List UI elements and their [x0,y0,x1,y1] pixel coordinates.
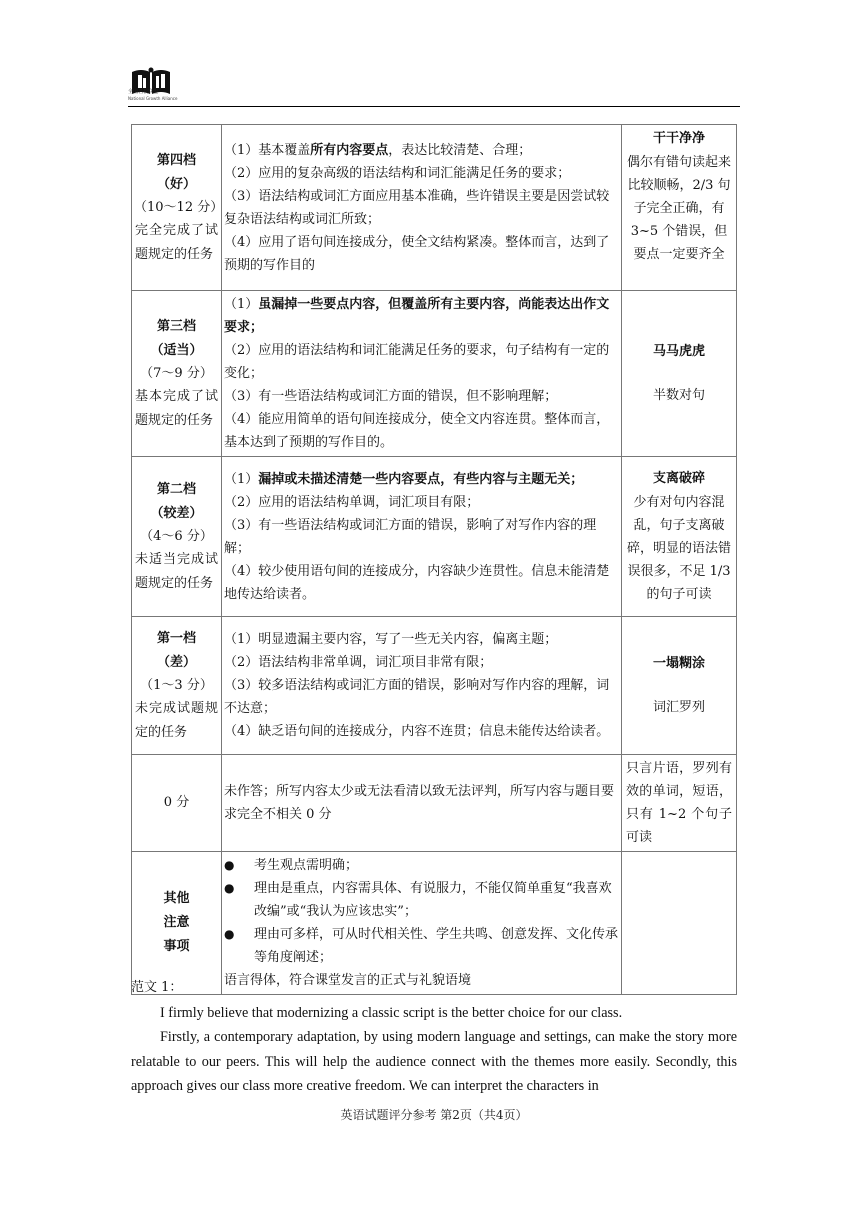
note-cell [622,125,737,291]
criteria-cell [222,617,622,755]
grade-level: （适当） [150,342,203,358]
grade-title: 第一档 [156,630,196,646]
grade-title: 第二档 [156,481,196,497]
criteria-cell [222,457,622,617]
criterion: （4）缺乏语句间的连接成分，内容不连贯；信息未能传达给读者。 [224,724,610,739]
criterion: （2）应用的复杂高级的语法结构和词汇能满足任务的要求； [224,165,571,181]
criterion: （3）较多语法结构或词汇方面的错误，影响对写作内容的理解，词不达意； [224,678,610,716]
criterion: （1）虽漏掉一些要点内容，但覆盖所有主要内容，尚能表达出作文要求； [224,297,610,335]
grade-title: 第三档 [156,318,196,334]
criteria-cell [222,291,622,457]
note-body: 少有对句内容混乱，句子支离破 碎，明显的语法错误很多，不足 1/3 的句子可读 [626,495,731,602]
note-title: 一塌糊涂 [652,656,705,671]
header-divider [128,106,740,107]
zero-criterion: 未作答；所写内容太少或无法看清以致无法评判，所写内容与题目要求完全不相关 0 分 [224,784,615,822]
note-body: 半数对句 [652,388,705,403]
rubric-row-4 [132,125,737,291]
grade-cell [132,291,222,457]
grade-range: （4～6 分） [140,528,213,544]
grade-level: （差） [156,654,196,670]
criterion: （1）基本覆盖所有内容要点，表达比较清楚、合理； [224,142,532,158]
bullet-icon: ● [224,881,235,895]
grade-cell [132,617,222,755]
rubric-row-1 [132,617,737,755]
criterion: （2）语法结构非常单调，词汇项目非常有限； [224,655,493,670]
grade-level: （较差） [150,505,203,521]
criterion: （4）较少使用语句间的连接成分，内容缺少连贯性。信息未能清楚地传达给读者。 [224,563,610,602]
note-title: 干干净净 [652,131,705,146]
criteria-cell [222,852,622,995]
grade-level: （好） [156,176,196,192]
note-title: 支离破碎 [652,471,705,486]
grade-cell [132,125,222,291]
zero-score: 0 分 [163,795,190,810]
note-title: 马马虎虎 [652,344,705,359]
grade-cell [132,457,222,617]
criterion: （3）有一些语法结构或词汇方面的错误，但不影响理解； [224,389,558,404]
bullet-item [224,854,620,877]
note-cell [622,291,737,457]
note-cell [622,755,737,852]
criterion: （3）语法结构或词汇方面应用基本准确，些许错误主要是因尝试较复杂语法结构或词汇所致； [224,188,610,227]
grade-title: 第四档 [156,152,196,168]
other-title-line: 其他 [163,891,190,906]
criterion: （4）能应用简单的语句间连接成分，使全文内容连贯。整体而言，基本达到了预期的写作目的。 [224,412,610,450]
rubric-row-zero [132,755,737,852]
criteria-cell [222,125,622,291]
grade-description: 完全完成了试题规定的任务 [135,222,218,262]
bullet-icon: ● [224,858,235,872]
essay-label: 范文 1： [131,980,183,995]
essay-paragraph: Firstly, a contemporary adaptation, by using modern language and settings, can make the story more relatable to our peers. This will help the audience connect with the themes more easily. Secondly, this approach gives our class more creative freedom. We can interpret the characters in [131,1029,737,1094]
grade-range: （10～12 分） [134,199,224,215]
other-last-line: 语言得体，符合课堂发言的正式与礼貌语境 [224,973,472,988]
criterion: （1）明显遗漏主要内容，写了一些无关内容，偏离主题； [224,632,558,647]
grade-cell [132,852,222,995]
note-body: 只言片语，罗列有效的单词，短语，只有 1~2 个句子可读 [626,761,732,845]
bullet-icon: ● [224,927,235,941]
bullet-item [224,877,620,923]
note-cell [622,852,737,995]
other-title-line: 注意 [163,915,190,930]
bullet-text: 考生观点需明确； [254,858,359,873]
note-cell [622,617,737,755]
criterion: （1）漏掉或未描述清楚一些内容要点，有些内容与主题无关； [224,471,584,487]
criteria-cell [222,755,622,852]
grade-range: （7～9 分） [140,365,213,381]
bullet-item [224,923,620,969]
bullet-text: 理由可多样，可从时代相关性、学生共鸣、创意发挥、文化传承等角度阐述； [254,927,619,965]
page-footer: 英语试题评分参考 第2页（共4页） [340,1108,528,1122]
grade-range: （1～3 分） [140,677,213,693]
model-essay [131,976,737,1099]
criterion: （2）应用的语法结构和词汇能满足任务的要求，句子结构有一定的变化； [224,343,610,381]
logo-name: 全国名校联盟 [128,89,159,95]
rubric-row-other [132,852,737,995]
other-title-line: 事项 [163,939,190,954]
grade-description: 未完成试题规定的任务 [135,700,218,740]
criterion: （3）有一些语法结构或词汇方面的错误，影响了对写作内容的理解； [224,517,597,556]
note-body: 偶尔有错句读起来比较顺畅，2/3 句子完全正确，有 3~5 个错误，但要点一定要齐全 [626,155,731,262]
criterion: （4）应用了语句间连接成分，使全文结构紧凑。整体而言，达到了预期的写作目的 [224,234,610,273]
grade-description: 未适当完成试题规定的任务 [135,551,218,591]
logo-subtitle: National Growth Alliance [128,96,178,101]
note-cell [622,457,737,617]
criterion: （2）应用的语法结构单调，词汇项目有限； [224,494,480,510]
rubric-row-3 [132,291,737,457]
note-body: 词汇罗列 [652,700,705,715]
essay-paragraph: I firmly believe that modernizing a classic script is the better choice for our class. [160,1004,623,1021]
scoring-rubric-table [131,124,737,995]
rubric-row-2 [132,457,737,617]
grade-description: 基本完成了试题规定的任务 [135,388,218,428]
bullet-text: 理由是重点，内容需具体、有说服力，不能仅简单重复“我喜欢改编”或“我认为应该忠实”； [254,881,612,919]
grade-cell [132,755,222,852]
